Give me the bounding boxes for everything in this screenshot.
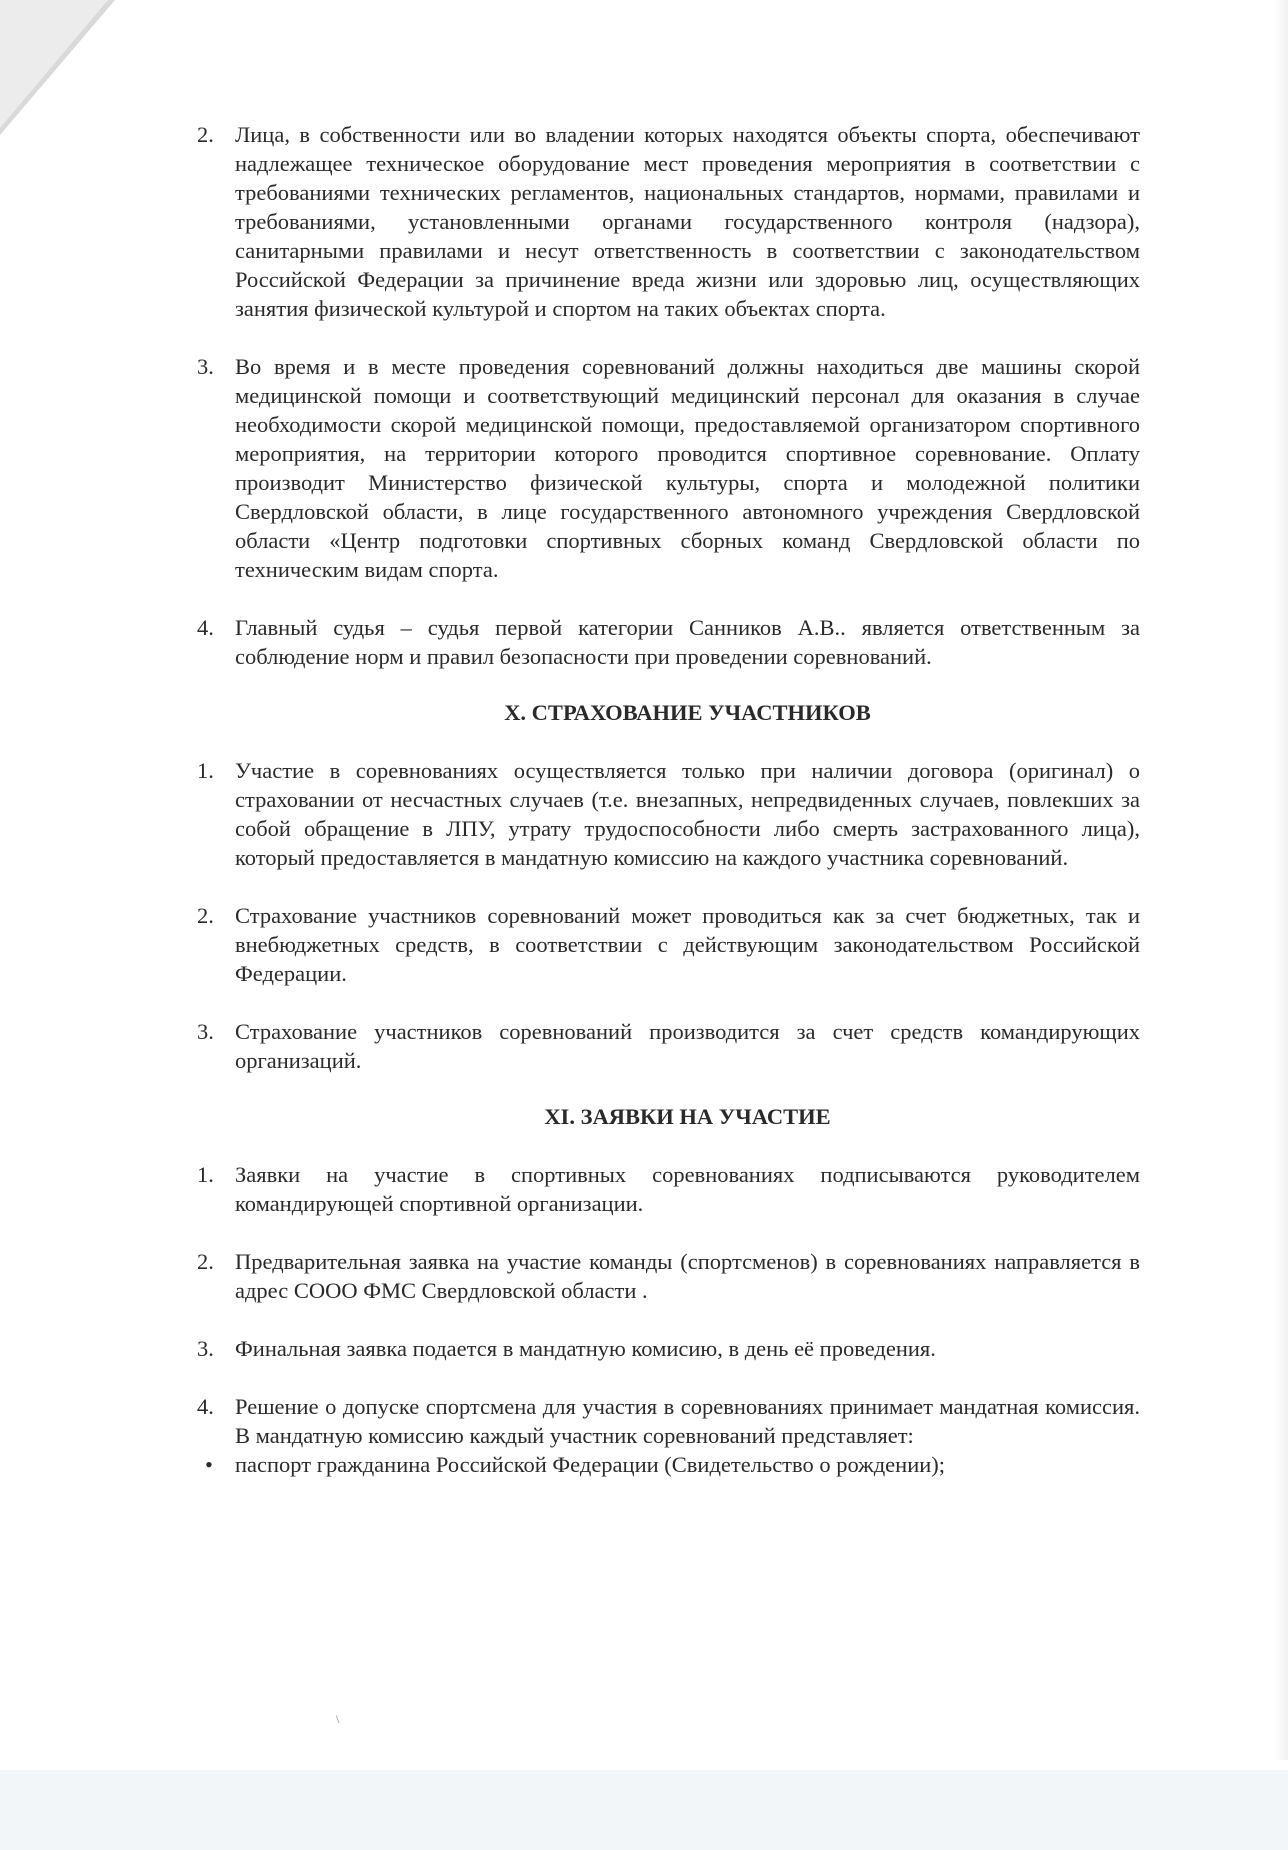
item-text: паспорт гражданина Российской Федерации (Свидетельство о рождении);: [235, 1452, 946, 1477]
item-text: Предварительная заявка на участие команды (спортсменов) в соревнованиях направляется в адрес СООО ФМС Свердловской области .: [235, 1249, 1140, 1303]
item-number: 4.: [197, 1394, 214, 1419]
item-number: 3.: [197, 354, 214, 379]
insurance-item-1: [197, 756, 1140, 872]
item-text: Лица, в собственности или во владении которых находятся объекты спорта, обеспечивают надлежащее техническое оборудование мест проведения мероприятия в соответствии с требованиями технических регламентов, национальных стандартов, нормами, правилами и требованиями, установленными органами государственного контроля (надзора), санитарными правилами и несут ответственность в соответствии с законодательством Российской Федерации за причинение вреда жизни или здоровью лиц, осуществляющих занятия физической культурой и спортом на таких объектах спорта.: [235, 122, 1140, 321]
safety-item-4: [197, 613, 1140, 671]
item-text: Участие в соревнованиях осуществляется только при наличии договора (оригинал) о страховании от несчастных случаев (т.е. внезапных, непредвиденных случаев, повлекших за собой обращение в ЛПУ, утрату трудоспособности либо смерть застрахованного лица), который предоставляется в мандатную комиссию на каждого участника соревнований.: [235, 758, 1140, 870]
item-number: 2.: [197, 1249, 214, 1274]
application-item-3: [197, 1334, 1140, 1363]
item-text: Страхование участников соревнований может проводиться как за счет бюджетных, так и внебюджетных средств, в соответствии с действующим законодательством Российской Федерации.: [235, 903, 1140, 986]
folded-corner-inner: [0, 0, 108, 128]
stray-scan-mark: \: [336, 1712, 340, 1726]
bullet-marker: •: [205, 1452, 213, 1477]
safety-item-3: [197, 352, 1140, 584]
item-number: 1.: [197, 1162, 214, 1187]
item-number: 2.: [197, 122, 214, 147]
safety-item-2: [197, 120, 1140, 323]
scan-bottom-band: [0, 1770, 1288, 1850]
document-bullet-item: [205, 1450, 1140, 1479]
application-item-2: [197, 1247, 1140, 1305]
item-number: 4.: [197, 615, 214, 640]
item-text: Главный судья – судья первой категории Санников А.В.. является ответственным за соблюдение норм и правил безопасности при проведении соревнований.: [235, 615, 1140, 669]
item-text: Решение о допуске спортсмена для участия в соревнованиях принимает мандатная комиссия. В мандатную комиссию каждый участник соревнований представляет:: [235, 1394, 1140, 1448]
document-body: [0, 120, 1288, 1479]
insurance-item-3: [197, 1017, 1140, 1075]
application-item-1: [197, 1160, 1140, 1218]
section-heading-applications: XI. ЗАЯВКИ НА УЧАСТИЕ: [544, 1104, 831, 1129]
section-heading-insurance: X. СТРАХОВАНИЕ УЧАСТНИКОВ: [504, 700, 871, 725]
item-number: 1.: [197, 758, 214, 783]
insurance-item-2: [197, 901, 1140, 988]
item-text: Во время и в месте проведения соревнований должны находиться две машины скорой медицинской помощи и соответствующий медицинский персонал для оказания в случае необходимости скорой медицинской помощи, предоставляемой организатором спортивного мероприятия, на территории которого проводится спортивное соревнование. Оплату производит Министерство физической культуры, спорта и молодежной политики Свердловской области, в лице государственного автономного учреждения Свердловской области «Центр подготовки спортивных сборных команд Свердловской области по техническим видам спорта.: [235, 354, 1140, 582]
item-text: Страхование участников соревнований производится за счет средств командирующих организаций.: [235, 1019, 1140, 1073]
item-number: 2.: [197, 903, 214, 928]
item-number: 3.: [197, 1019, 214, 1044]
application-item-4: [197, 1392, 1140, 1450]
item-text: Финальная заявка подается в мандатную комисию, в день её проведения.: [235, 1336, 936, 1361]
item-text: Заявки на участие в спортивных соревнованиях подписываются руководителем командирующей спортивной организации.: [235, 1162, 1140, 1216]
item-number: 3.: [197, 1336, 214, 1361]
